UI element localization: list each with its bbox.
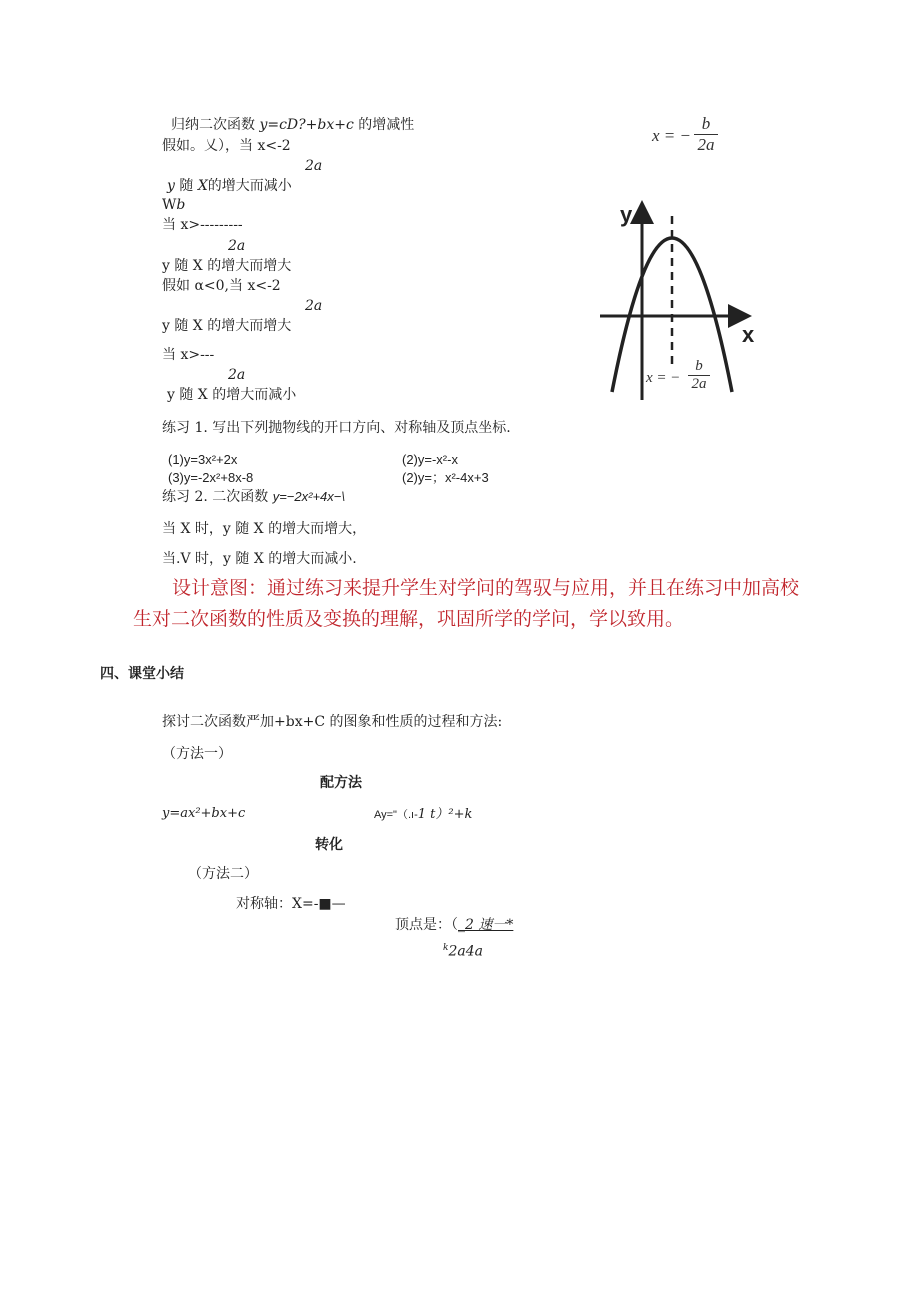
method-two-label: （方法二） [188, 866, 258, 882]
exercise1-item: (1)y=3x²+2x [168, 452, 238, 467]
vertex-form-equation: Ay="（.ı-1 t）²+k [374, 807, 473, 822]
transform-label: 转化 [315, 837, 343, 853]
fraction-denominator: 2a [228, 238, 246, 254]
exercise1-item: (3)y=-2x²+8x-8 [168, 470, 254, 485]
general-form-equation: y=ax²+bx+c [162, 806, 246, 821]
exercise1-item: (2)y=；x²-4x+3 [402, 470, 489, 485]
rule-case-greater: 当 x>--- [162, 347, 215, 363]
axis-label-fraction: b 2a [688, 358, 710, 393]
fraction-denominator: 2a [228, 367, 246, 383]
axis-of-symmetry-line: 对称轴：X=-■— [236, 896, 346, 912]
rule-increasing: y 随 X 的增大而增大 [162, 318, 292, 334]
exercise1-title: 练习 1. 写出下列抛物线的开口方向、对称轴及顶点坐标. [162, 420, 511, 436]
y-axis-label: y [620, 202, 633, 227]
vertex-line: 顶点是：（_2 速一* [395, 917, 514, 933]
exercise2-title: 练习 2. 二次函数 y=−2x²+4x−\ [162, 489, 345, 505]
exercise2-line: 当 X 时，y 随 X 的增大而增大， [162, 521, 367, 537]
formula-fraction: b 2a [694, 114, 718, 155]
rule-decreasing: y 随 X 的增大而减小 [167, 387, 297, 403]
rule-case-a-positive: 假如。乂），当 x<-2 [162, 138, 291, 154]
document-page: 归纳二次函数 y=cD?+bx+c 的增减性 假如。乂），当 x<-2 2a y 随 X的增大而减小 Wb 当 x>--------- 2a y 随 X 的增大而增大 假如 α<0,当 x<-2 2a y 随 X 的增大而增大 当 x>--- 2a y 随 X 的增大而减小 x = − b 2a y x x = − b 2a 练习 1. 写出下列抛物线的开口方向、对称轴及顶点坐标. (1)y=3x²+2x (2)y=-x²-x (3)y=-2x²+8x-8 (2)y=；x²-4x+3 练习 2. 二次函数 y=−2x²+4x−\ 当 X 时，y 随 X 的增大而增大， 当.V 时，y 随 X 的增大而减小. 设计意图：通过练习来提升学生对学问的驾驭与应用，并且在练习中加高校 生对二次函数的性质及变换的理解，巩固所学的学问，学以致用。 四、课堂小结 探讨二次函数严加+bx+C 的图象和性质的过程和方法: （方法一） 配方法 y=ax²+bx+c Ay="（.ı-1 t）²+k 转化 （方法二） 对称轴：X=-■— 顶点是：（_2 速一* $^k$2a4a [100, 114, 800, 960]
vertex-denominators: $^k$2a4a [443, 943, 483, 960]
rule-decreasing: y 随 X的增大而减小 [167, 178, 292, 194]
method-one-label: （方法一） [162, 746, 232, 762]
exercise1-item: (2)y=-x²-x [402, 452, 458, 467]
rule-intro: 归纳二次函数 y=cD?+bx+c 的增减性 [171, 117, 415, 133]
summary-intro: 探讨二次函数严加+bx+C 的图象和性质的过程和方法: [162, 714, 503, 730]
parabola-figure [596, 196, 766, 406]
completing-square-label: 配方法 [320, 775, 362, 791]
exercise2-line: 当.V 时，y 随 X 的增大而减小. [162, 551, 357, 567]
section-heading: 四、课堂小结 [100, 666, 184, 682]
rule-case-greater: 当 x>--------- [162, 217, 243, 233]
fraction-denominator: 2a [305, 158, 323, 174]
x-axis-label: x [742, 322, 755, 347]
rule-case-a-negative: 假如 α<0,当 x<-2 [162, 278, 281, 294]
rule-increasing: y 随 X 的增大而增大 [162, 258, 292, 274]
rule-fragment: Wb [162, 197, 186, 213]
design-intent-line: 生对二次函数的性质及变换的理解，巩固所学的学问，学以致用。 [133, 608, 685, 630]
design-intent-line: 设计意图：通过练习来提升学生对学问的驾驭与应用，并且在练习中加高校 [172, 577, 800, 599]
fraction-denominator: 2a [305, 298, 323, 314]
